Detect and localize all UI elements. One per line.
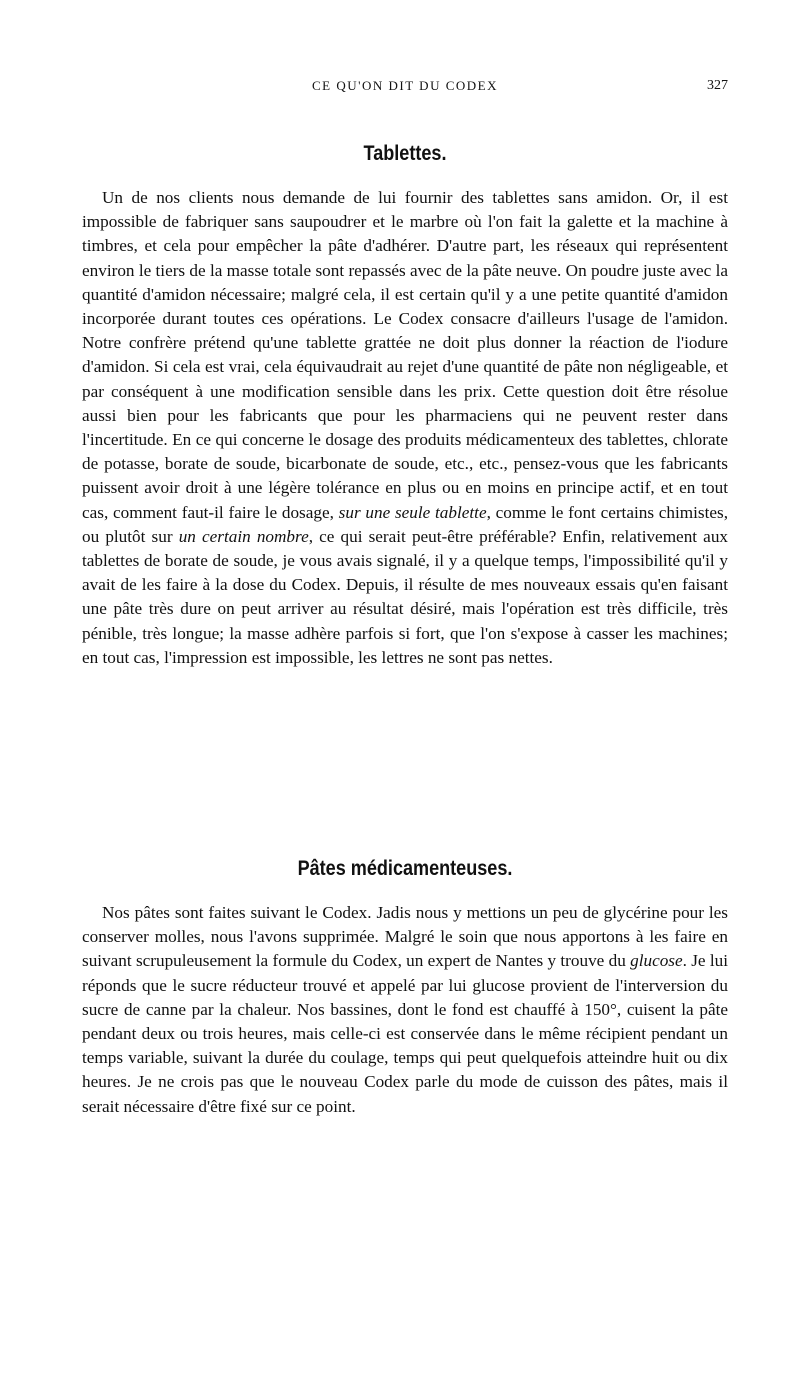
running-header <box>82 78 728 98</box>
paragraph-pates <box>82 901 728 1119</box>
paragraph-text: Un de nos clients nous demande de lui fournir des tablettes sans amidon. Or, il est impossible de fabriquer sans saupoudrer et le marbre où l'on fait la galette et la machine à timbres, et cela pour empêcher la pâte d'adhérer. D'autre part, les réseaux qui représentent environ le tiers de la masse totale sont repassés avec de la pâte neuve. On poudre juste avec la quantité d'amidon nécessaire; malgré cela, il est certain qu'il y a une petite quantité d'amidon incorporée durant toutes ces opérations. Le Codex consacre d'ailleurs l'usage de l'amidon. Notre confrère prétend qu'une tablette grattée ne doit plus donner la réaction de l'iodure d'amidon. Si cela est vrai, cela équivaudrait au rejet d'une quantité de pâte non négligeable, et par conséquent à une modification sensible dans les prix. Cette question doit être résolue aussi bien pour les fabricants que pour les pharmaciens qui ne peuvent rester dans l'incertitude. En ce qui concerne le dosage des produits médicamenteux des tablettes, chlorate de potasse, borate de soude, bicarbonate de soude, etc., etc., pensez-vous que les fabricants puissent avoir droit à une légère tolérance en plus ou en moins en principe actif, et en tout cas, comment faut-il faire le dosage, <box>82 188 728 522</box>
italic-phrase: sur une seule tablette <box>338 502 487 522</box>
paragraph-text: , comme le font certains chimistes, ou plutôt sur <box>82 502 729 546</box>
italic-phrase: glucose <box>630 951 683 971</box>
paragraph-text: . Je lui réponds que le sucre réducteur trouvé et appelé par lui glucose provient de l'interversion du sucre de canne par la chaleur. Nos bassines, dont le fond est chauffé à 150°, cuisent la pâte pendant deux ou trois heures, mais celle-ci est conservée dans le même récipient pendant un temps variable, suivant la durée du coulage, temps qui peut quelquefois atteindre huit ou dix heures. Je ne crois pas que le nouveau Codex parle du mode de cuisson des pâtes, mais il serait nécessaire d'être fixé sur ce point. <box>82 951 729 1116</box>
paragraph-tablettes <box>82 186 728 670</box>
italic-phrase: un certain nombre <box>178 526 309 546</box>
paragraph-text: Nos pâtes sont faites suivant le Codex. Jadis nous y mettions un peu de glycérine pour les conserver molles, nous l'avons supprimée. Malgré le soin que nous apportons à les faire en suivant scrupuleusement la formule du Codex, un expert de Nantes y trouve du <box>82 903 728 971</box>
page-number: 327 <box>707 78 728 93</box>
running-title: CE QU'ON DIT DU CODEX <box>312 78 498 93</box>
section-title-pates: Pâtes médicamenteuses. <box>297 857 513 880</box>
section-title-tablettes: Tablettes. <box>363 142 447 165</box>
paragraph-text: , ce qui serait peut-être préférable? Enfin, relativement aux tablettes de borate de soude, je vous avais signalé, il y a quelque temps, l'impossibilité qu'il y avait de les faire à la dose du Codex. Depuis, il résulte de mes nouveaux essais qu'en faisant une pâte très dure on peut arriver au résultat désiré, mais l'opération est très difficile, très pénible, très longue; la masse adhère parfois si fort, que l'on s'expose à casser les machines; en tout cas, l'impression est impossible, les lettres ne sont pas nettes. <box>82 526 729 667</box>
